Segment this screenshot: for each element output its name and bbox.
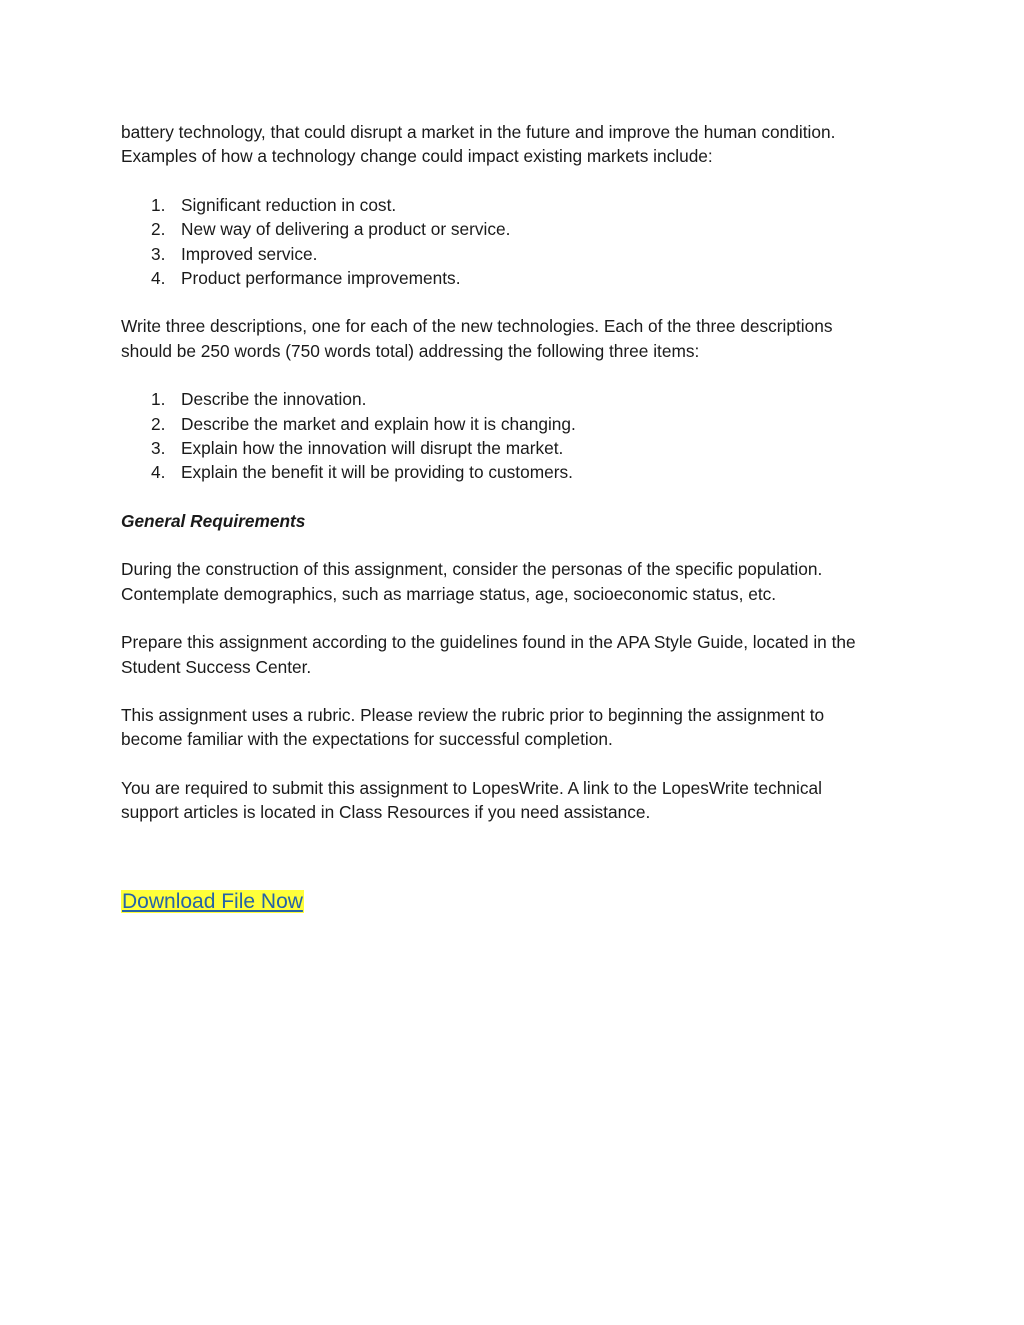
list-number: 3. [151, 438, 166, 459]
items-list [121, 387, 911, 485]
lopeswrite-paragraph [121, 776, 911, 825]
document-page [121, 120, 911, 915]
list-item [121, 412, 911, 436]
instructions-paragraph [121, 314, 911, 363]
list-item-text: Describe the innovation. [181, 389, 367, 410]
list-item [121, 436, 911, 460]
general-requirements-heading: General Requirements [121, 510, 306, 531]
list-item-text: Explain the benefit it will be providing to customers. [181, 462, 573, 483]
list-number: 2. [151, 219, 166, 240]
rubric-paragraph [121, 703, 911, 752]
intro-line-1: battery technology, that could disrupt a market in the future and improve the human condition. [121, 122, 836, 142]
list-item-text: Product performance improvements. [181, 268, 461, 289]
list-number: 1. [151, 389, 166, 410]
list-item-text: Significant reduction in cost. [181, 194, 397, 215]
list-item-text: New way of delivering a product or service. [181, 219, 511, 240]
list-item [121, 266, 911, 290]
list-item [121, 193, 911, 217]
list-number: 4. [151, 268, 166, 289]
download-section [121, 889, 911, 915]
list-number: 2. [151, 413, 166, 434]
apa-line-2: Student Success Center. [121, 656, 312, 677]
apa-paragraph [121, 630, 911, 679]
intro-line-2: Examples of how a technology change could impact existing markets include: [121, 146, 713, 167]
download-file-link[interactable]: Download File Now [122, 889, 303, 913]
intro-paragraph [121, 120, 911, 169]
personas-paragraph [121, 557, 911, 606]
list-item [121, 242, 911, 266]
rubric-line-2: become familiar with the expectations for successful completion. [121, 729, 613, 750]
instructions-line-1: Write three descriptions, one for each of the new technologies. Each of the three descriptions [121, 316, 833, 337]
list-item-text: Describe the market and explain how it is changing. [181, 413, 576, 434]
rubric-line-1: This assignment uses a rubric. Please review the rubric prior to beginning the assignment to [121, 704, 825, 725]
list-item [121, 217, 911, 241]
list-number: 1. [151, 194, 166, 215]
list-item-text: Explain how the innovation will disrupt the market. [181, 438, 564, 459]
lopeswrite-line-2: support articles is located in Class Resources if you need assistance. [121, 802, 651, 823]
list-number: 4. [151, 462, 166, 483]
list-item [121, 460, 911, 484]
impacts-list [121, 193, 911, 291]
personas-line-2: Contemplate demographics, such as marriage status, age, socioeconomic status, etc. [121, 583, 777, 604]
list-number: 3. [151, 243, 166, 264]
list-item-text: Improved service. [181, 243, 318, 264]
personas-line-1: During the construction of this assignment, consider the personas of the specific population. [121, 559, 823, 580]
lopeswrite-line-1: You are required to submit this assignment to LopesWrite. A link to the LopesWrite technical [121, 777, 822, 798]
instructions-line-2: should be 250 words (750 words total) addressing the following three items: [121, 340, 700, 361]
list-item [121, 387, 911, 411]
apa-line-1: Prepare this assignment according to the guidelines found in the APA Style Guide, located in the [121, 632, 856, 653]
